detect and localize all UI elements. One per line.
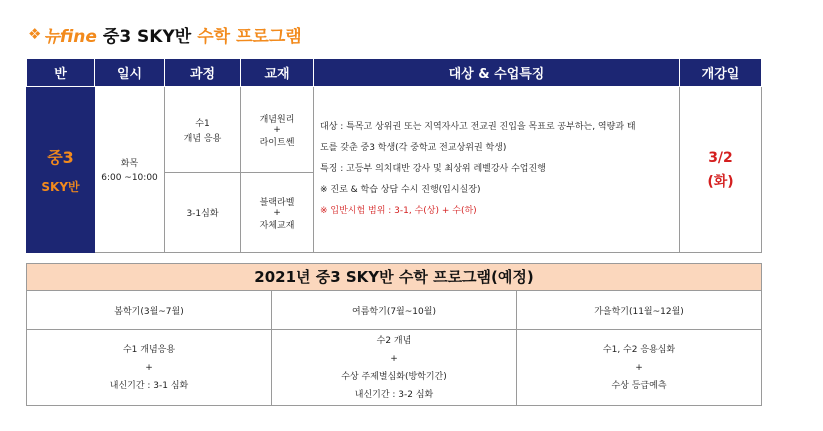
- desc-target-2: 도를 갖춘 중3 학생(각 중학교 전교상위권 학생): [320, 143, 507, 153]
- semester-content-row: [27, 330, 762, 406]
- semester-summer: 여름학기(7월~10월): [272, 291, 517, 330]
- header-class: 반: [27, 59, 95, 87]
- class-name: 중3: [47, 147, 74, 167]
- textbook1-line2: +: [273, 124, 281, 135]
- brand-name: 뉴fine: [43, 26, 97, 47]
- title-main: 중3 SKY반: [102, 26, 192, 47]
- schedule-header-row: [27, 59, 762, 87]
- page-title: [28, 22, 302, 46]
- description-cell: [314, 87, 680, 253]
- open-day: (화): [707, 173, 734, 190]
- summer-line: 수상 주제별심화(방학기간): [341, 372, 447, 382]
- desc-exam: ※ 입반시험 범위 : 3-1, 수(상) + 수(하): [320, 206, 477, 216]
- course-cell: [165, 173, 241, 253]
- header-datetime: 일시: [95, 59, 165, 87]
- yearly-program-table: [26, 263, 762, 406]
- datetime-days: 화목: [120, 159, 139, 169]
- fall-line: 수1, 수2 응용심화: [602, 344, 676, 355]
- semester-fall: 가을학기(11월~12월): [517, 291, 762, 330]
- textbook2-line1: 블랙라벨: [259, 197, 295, 208]
- open-date-cell: [680, 87, 762, 253]
- textbook1-line3: 라이트쎈: [259, 137, 295, 148]
- class-subname: SKY반: [41, 179, 80, 194]
- spring-line: 내신기간 : 3-1 심화: [109, 380, 189, 391]
- header-description: 대상 & 수업특징: [314, 59, 680, 87]
- semester-spring: 봄학기(3월~7월): [27, 291, 272, 330]
- yearly-caption-row: [27, 264, 762, 291]
- schedule-table: [26, 59, 762, 253]
- course-cell: [165, 87, 241, 173]
- course2: 3-1심화: [186, 209, 219, 219]
- datetime-hours: 6:00 ~10:00: [101, 173, 158, 183]
- header-open-date: 개강일: [680, 59, 762, 87]
- summer-line: 내신기간 : 3-2 심화: [354, 390, 434, 400]
- summer-content: [272, 330, 517, 406]
- desc-target-1: 대상 : 특목고 상위권 또는 지역자사고 전교권 진입을 목표로 공부하는, 역량과 태: [320, 122, 636, 132]
- schedule-row: [27, 87, 762, 173]
- diamond-star-icon: ❖: [28, 25, 42, 43]
- textbook1-line1: 개념원리: [259, 114, 295, 125]
- fall-line: 수상 등급예측: [611, 380, 667, 391]
- fall-line: +: [635, 362, 643, 373]
- textbook2-line2: +: [273, 207, 281, 218]
- textbook2-line3: 자체교재: [259, 220, 295, 231]
- fall-content: [517, 330, 762, 406]
- course1-line1: 수1: [195, 118, 210, 129]
- desc-note: ※ 진로 & 학습 상담 수시 진행(입시실장): [320, 185, 481, 195]
- summer-line: +: [390, 354, 398, 364]
- course1-line2: 개념 응용: [183, 133, 222, 144]
- title-accent: 수학 프로그램: [197, 26, 302, 47]
- class-cell: [27, 87, 95, 253]
- header-course: 과정: [165, 59, 241, 87]
- spring-line: +: [145, 362, 153, 373]
- yearly-caption: 2021년 중3 SKY반 수학 프로그램(예정): [27, 264, 762, 291]
- datetime-cell: [95, 87, 165, 253]
- desc-feature: 특징 : 고등부 의치대반 강사 및 최상위 레벨강사 수업진행: [320, 164, 546, 174]
- spring-line: 수1 개념응용: [122, 344, 176, 355]
- spring-content: [27, 330, 272, 406]
- semester-header-row: [27, 291, 762, 330]
- header-textbook: 교재: [241, 59, 314, 87]
- open-date: 3/2: [708, 149, 733, 166]
- summer-line: 수2 개념: [376, 336, 412, 346]
- textbook-cell: [241, 173, 314, 253]
- textbook-cell: [241, 87, 314, 173]
